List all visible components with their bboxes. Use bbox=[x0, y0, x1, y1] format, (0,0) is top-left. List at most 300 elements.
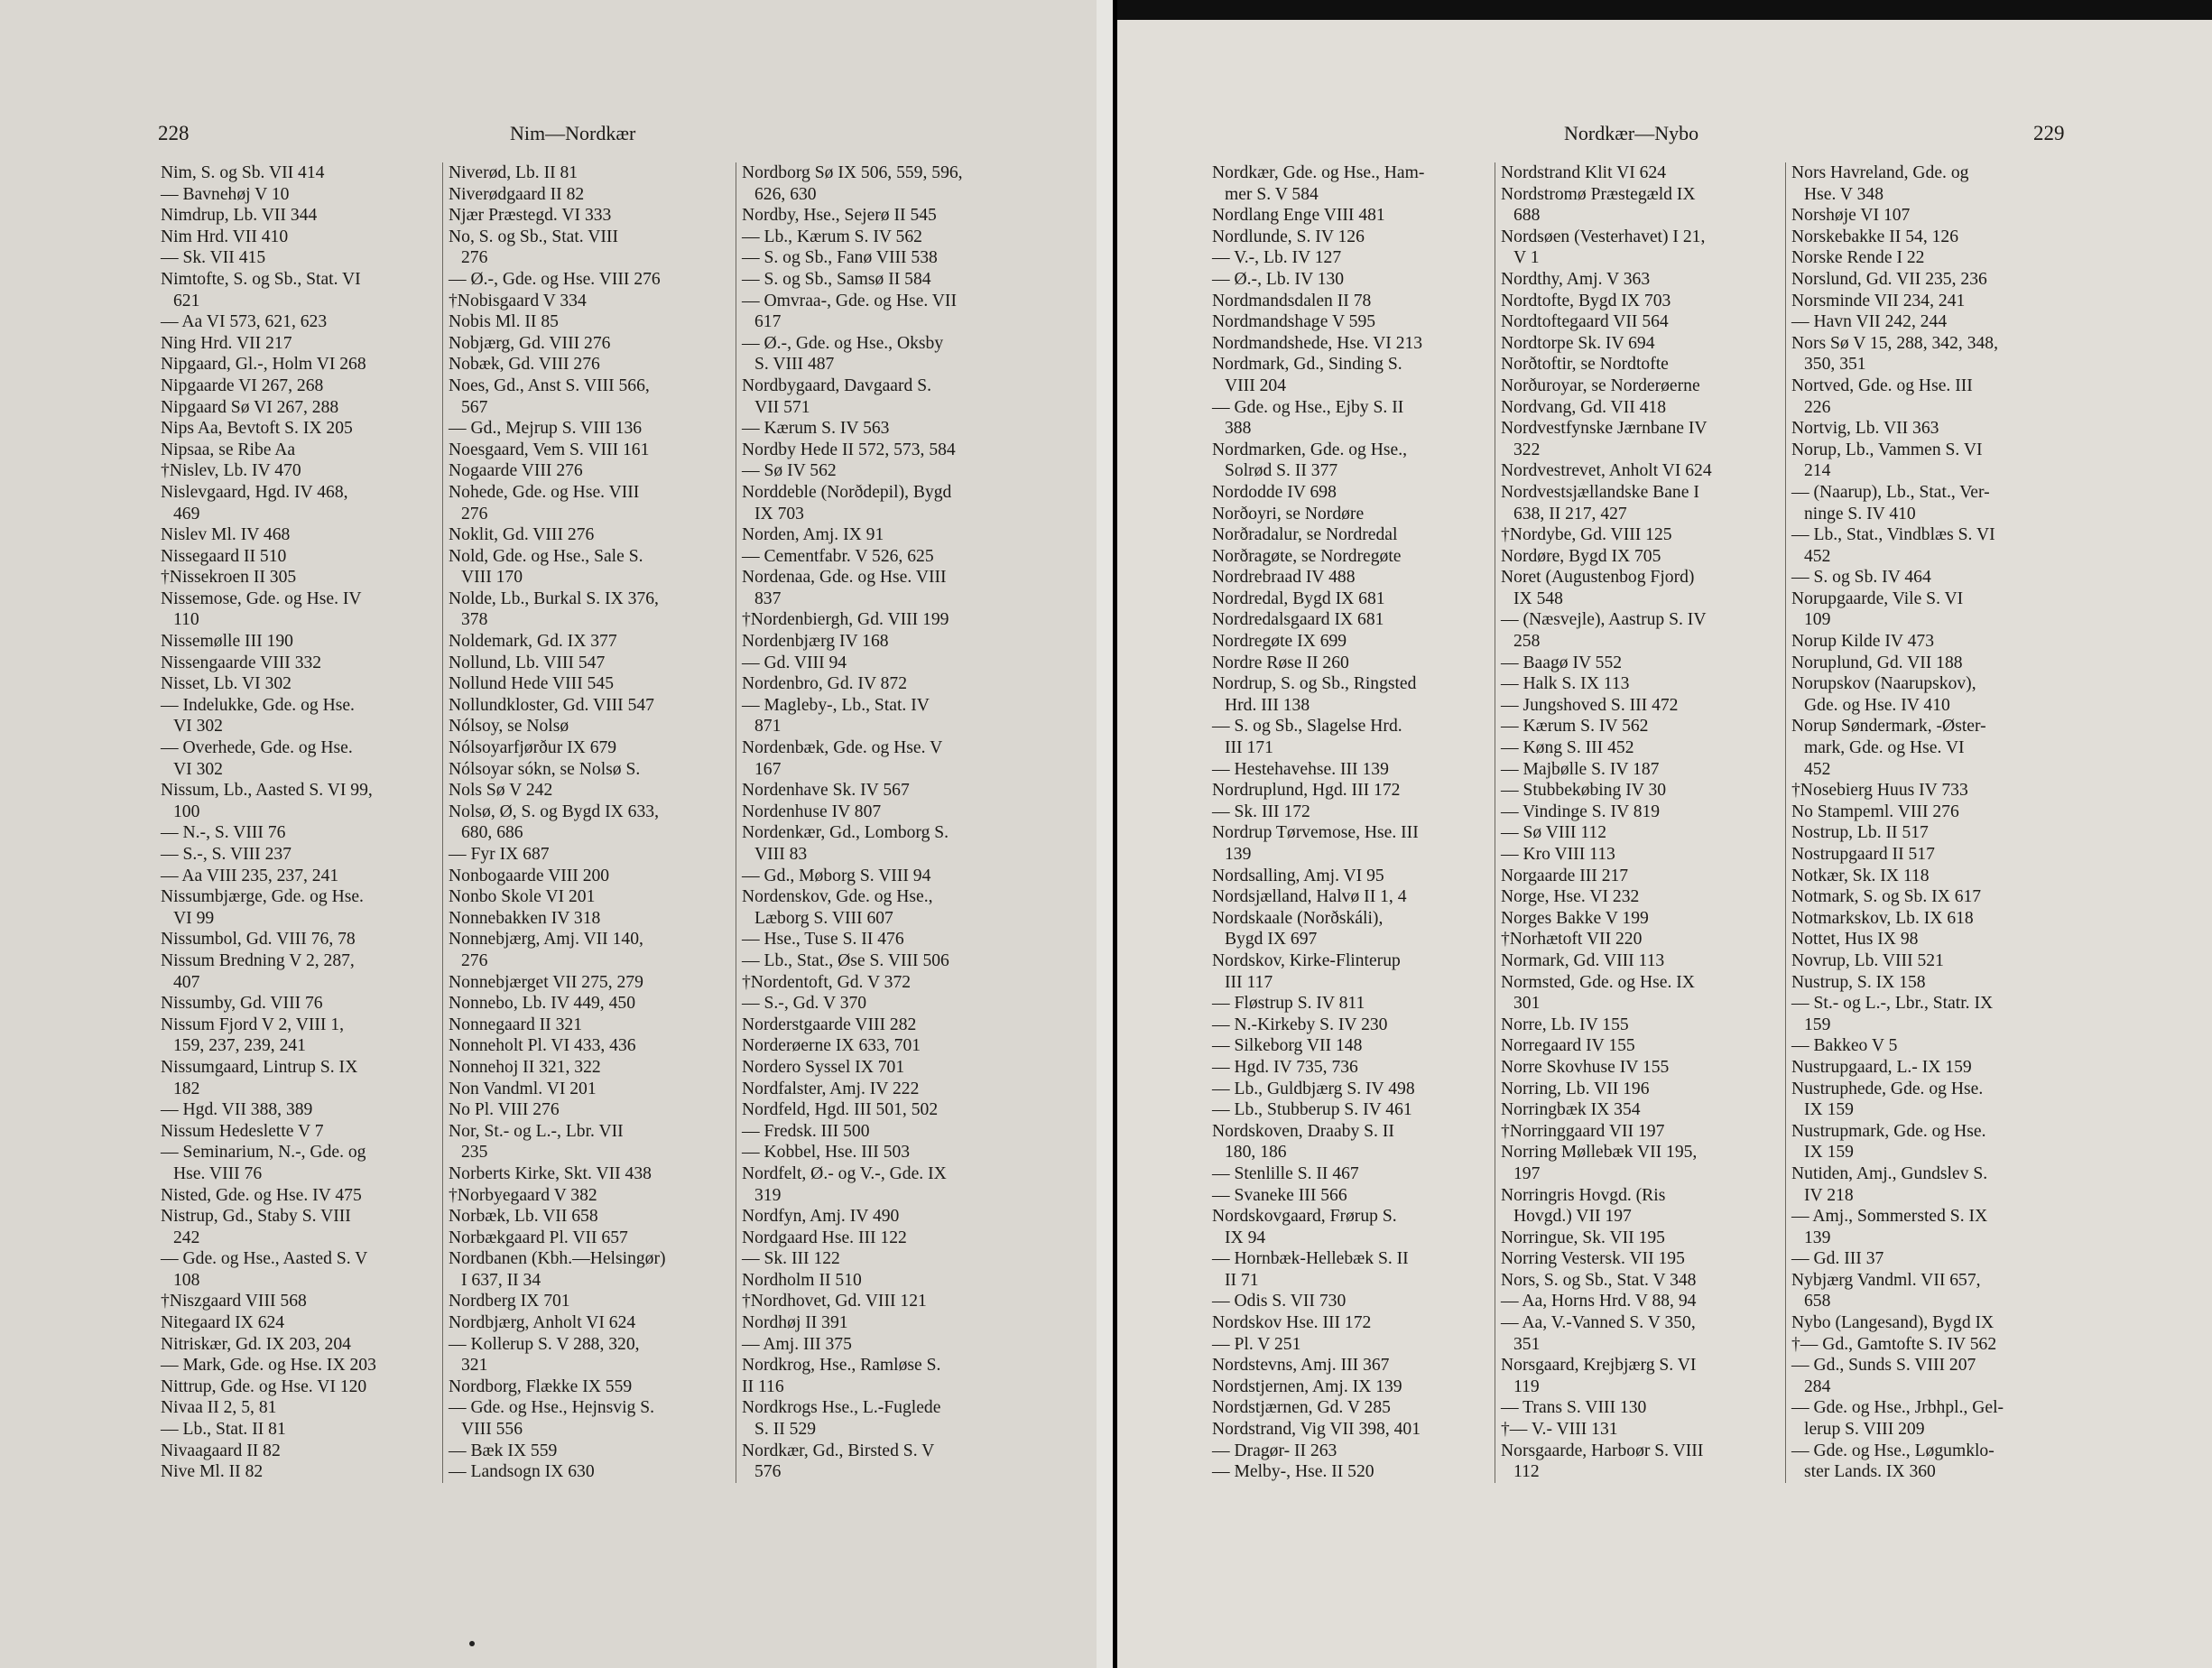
index-column-1 bbox=[1212, 162, 1483, 1483]
index-entry: Nordtorpe Sk. IV 694 bbox=[1501, 333, 1655, 353]
index-entry: — Halk S. IX 113 bbox=[1501, 674, 1630, 694]
index-entry: Nols Sø V 242 bbox=[449, 781, 553, 801]
index-entry: Hse. VIII 76 bbox=[173, 1163, 263, 1183]
index-entry: II 71 bbox=[1225, 1270, 1259, 1290]
index-entry: — Kro VIII 113 bbox=[1501, 845, 1615, 864]
index-entry: lerup S. VIII 209 bbox=[1804, 1420, 1925, 1440]
index-entry: Hovgd.) VII 197 bbox=[1513, 1207, 1632, 1227]
index-entry: Nonnebjærg, Amj. VII 140, bbox=[449, 930, 643, 950]
index-entry: — Cementfabr. V 526, 625 bbox=[742, 546, 934, 566]
index-entry: — Sk. VII 415 bbox=[161, 248, 266, 268]
index-entry: 301 bbox=[1513, 994, 1541, 1014]
index-entry: Nólsoyarfjørður IX 679 bbox=[449, 738, 617, 758]
running-head: Nim—Nordkær bbox=[510, 122, 636, 144]
index-entry: IX 159 bbox=[1804, 1143, 1854, 1163]
index-entry: Nordlunde, S. IV 126 bbox=[1212, 227, 1365, 246]
index-entry: Norsgaard, Krejbjærg S. VI bbox=[1501, 1356, 1697, 1376]
index-entry: Nordskov Hse. III 172 bbox=[1212, 1313, 1372, 1333]
index-entry: Nordhøj II 391 bbox=[742, 1313, 848, 1333]
index-entry: — Sø IV 562 bbox=[742, 461, 837, 481]
index-entry: — Fredsk. III 500 bbox=[742, 1121, 870, 1141]
index-entry: Nordthy, Amj. V 363 bbox=[1501, 269, 1651, 289]
index-entry: VIII 170 bbox=[461, 568, 523, 588]
index-entry: Nutiden, Amj., Gundslev S. bbox=[1791, 1163, 1988, 1183]
index-entry: 388 bbox=[1225, 419, 1252, 439]
index-entry: Nipgaarde VI 267, 268 bbox=[161, 375, 324, 395]
index-entry: Nordstrand Klit VI 624 bbox=[1501, 163, 1667, 182]
index-entry: — Hgd. VII 388, 389 bbox=[161, 1100, 313, 1120]
page-number: 228 bbox=[158, 122, 190, 144]
index-entry: 871 bbox=[754, 717, 782, 737]
index-entry: — Hgd. IV 735, 736 bbox=[1212, 1057, 1358, 1077]
index-entry: — Seminarium, N.-, Gde. og bbox=[161, 1143, 366, 1163]
index-entry: — Gde. og Hse., Ejby S. II bbox=[1212, 397, 1404, 417]
index-entry: Nordtofte, Bygd IX 703 bbox=[1501, 291, 1671, 310]
index-entry: Norðuroyar, se Norderøerne bbox=[1501, 375, 1700, 395]
index-column-3 bbox=[1785, 162, 2078, 1483]
index-entry: Nor, St.- og L.-, Lbr. VII bbox=[449, 1121, 624, 1141]
index-entry: No Pl. VIII 276 bbox=[449, 1100, 560, 1120]
index-entry: — Fyr IX 687 bbox=[449, 845, 550, 864]
index-entry: Nordkrog, Hse., Ramløse S. bbox=[742, 1356, 941, 1376]
index-entry: Noruplund, Gd. VII 188 bbox=[1791, 653, 1963, 672]
index-entry: — Lb., Kærum S. IV 562 bbox=[742, 227, 922, 246]
index-entry: Nordmandshede, Hse. VI 213 bbox=[1212, 333, 1423, 353]
left-page bbox=[0, 0, 1097, 1668]
index-entry: Nybo (Langesand), Bygd IX bbox=[1791, 1313, 1995, 1333]
index-entry: Nordvang, Gd. VII 418 bbox=[1501, 397, 1667, 417]
index-entry: 276 bbox=[461, 504, 488, 524]
index-entry: †Nordentoft, Gd. V 372 bbox=[742, 972, 912, 992]
index-entry: Niverødgaard II 82 bbox=[449, 184, 585, 204]
index-entry: Nitegaard IX 624 bbox=[161, 1313, 285, 1333]
index-entry: — Lb., Stat. II 81 bbox=[161, 1420, 286, 1440]
index-entry: — (Næsvejle), Aastrup S. IV bbox=[1501, 610, 1707, 630]
index-entry: — Gde. og Hse., Jrbhpl., Gel- bbox=[1791, 1398, 2004, 1418]
index-entry: — V.-, Lb. IV 127 bbox=[1212, 248, 1342, 268]
index-entry: 688 bbox=[1513, 206, 1541, 226]
index-entry: Nordgaard Hse. III 122 bbox=[742, 1228, 907, 1247]
scan-speck bbox=[469, 1641, 475, 1646]
index-entry: Nordstromø Præstegæld IX bbox=[1501, 184, 1696, 204]
index-entry: Norden, Amj. IX 91 bbox=[742, 525, 884, 545]
index-entry: Norupgaarde, Vile S. VI bbox=[1791, 588, 1964, 608]
index-entry: — Ø.-, Lb. IV 130 bbox=[1212, 269, 1345, 289]
index-entry: 452 bbox=[1804, 759, 1831, 779]
index-entry: — N.-, S. VIII 76 bbox=[161, 823, 286, 843]
index-entry: 197 bbox=[1513, 1163, 1541, 1183]
index-entry: Norges Bakke V 199 bbox=[1501, 908, 1649, 928]
index-entry: Nimtofte, S. og Sb., Stat. VI bbox=[161, 269, 361, 289]
index-entry: Nordkær, Gd., Birsted S. V bbox=[742, 1441, 935, 1460]
index-entry: Nordfeld, Hgd. III 501, 502 bbox=[742, 1100, 939, 1120]
index-entry: Nissum Fjord V 2, VIII 1, bbox=[161, 1015, 345, 1034]
index-entry: — Svaneke III 566 bbox=[1212, 1185, 1347, 1205]
index-entry: mer S. V 584 bbox=[1225, 184, 1319, 204]
index-entry: Nissumbjærge, Gde. og Hse. bbox=[161, 887, 364, 907]
index-entry: Nordrebraad IV 488 bbox=[1212, 568, 1356, 588]
index-entry: Non Vandml. VI 201 bbox=[449, 1079, 597, 1098]
index-entry: Norup Kilde IV 473 bbox=[1791, 632, 1935, 652]
index-entry: Norup, Lb., Vammen S. VI bbox=[1791, 440, 1983, 459]
running-head: Nordkær—Nybo bbox=[1564, 122, 1699, 144]
index-entry: Normsted, Gde. og Hse. IX bbox=[1501, 972, 1695, 992]
index-entry: — Stubbekøbing IV 30 bbox=[1501, 781, 1667, 801]
index-entry: Nordenbjærg IV 168 bbox=[742, 632, 889, 652]
index-entry: — S. og Sb., Samsø II 584 bbox=[742, 269, 931, 289]
index-entry: Norðragøte, se Nordregøte bbox=[1212, 546, 1402, 566]
index-entry: Nordenkær, Gd., Lomborg S. bbox=[742, 823, 949, 843]
index-entry: III 171 bbox=[1225, 738, 1273, 758]
index-entry: Nislev Ml. IV 468 bbox=[161, 525, 291, 545]
index-entry: Norberts Kirke, Skt. VII 438 bbox=[449, 1163, 652, 1183]
index-entry: Nips Aa, Bevtoft S. IX 205 bbox=[161, 419, 353, 439]
index-entry: Nordøre, Bygd IX 705 bbox=[1501, 546, 1661, 566]
index-entry: Noldemark, Gd. IX 377 bbox=[449, 632, 617, 652]
index-entry: †Norringgaard VII 197 bbox=[1501, 1121, 1665, 1141]
index-entry: †— V.- VIII 131 bbox=[1501, 1420, 1618, 1440]
index-entry: Ning Hrd. VII 217 bbox=[161, 333, 292, 353]
index-entry: Nitriskær, Gd. IX 203, 204 bbox=[161, 1334, 351, 1354]
index-entry: Nissumbol, Gd. VIII 76, 78 bbox=[161, 930, 356, 950]
index-entry: Nissumby, Gd. VIII 76 bbox=[161, 994, 323, 1014]
index-entry: I 637, II 34 bbox=[461, 1270, 541, 1290]
index-entry: 139 bbox=[1804, 1228, 1831, 1247]
index-entry: Norregaard IV 155 bbox=[1501, 1036, 1635, 1056]
index-entry: 110 bbox=[173, 610, 199, 630]
index-entry: — S.-, S. VIII 237 bbox=[161, 845, 292, 864]
index-entry: Nivaagaard II 82 bbox=[161, 1441, 281, 1460]
index-entry: Norringris Hovgd. (Ris bbox=[1501, 1185, 1666, 1205]
index-entry: Norup Søndermark, -Øster- bbox=[1791, 717, 1986, 737]
index-entry: Njær Præstegd. VI 333 bbox=[449, 206, 612, 226]
index-entry: Nordbanen (Kbh.—Helsingør) bbox=[449, 1249, 666, 1269]
index-entry: 182 bbox=[173, 1079, 200, 1098]
index-entry: Nonnehoj II 321, 322 bbox=[449, 1057, 601, 1077]
index-entry: Nonnegaard II 321 bbox=[449, 1015, 582, 1034]
index-entry: Norðradalur, se Nordredal bbox=[1212, 525, 1398, 545]
index-entry: — Sk. III 172 bbox=[1212, 802, 1310, 821]
index-entry: 226 bbox=[1804, 397, 1831, 417]
index-entry: Nisted, Gde. og Hse. IV 475 bbox=[161, 1185, 362, 1205]
index-entry: S. II 529 bbox=[754, 1420, 817, 1440]
index-entry: VIII 83 bbox=[754, 845, 808, 864]
index-entry: Nive Ml. II 82 bbox=[161, 1462, 264, 1482]
index-entry: — Sø VIII 112 bbox=[1501, 823, 1607, 843]
index-entry: VI 302 bbox=[173, 759, 223, 779]
index-entry: Nivaa II 2, 5, 81 bbox=[161, 1398, 277, 1418]
index-entry: Nissegaard II 510 bbox=[161, 546, 287, 566]
index-entry: Solrød S. II 377 bbox=[1225, 461, 1338, 481]
index-entry: — Kærum S. IV 562 bbox=[1501, 717, 1649, 737]
index-entry: 235 bbox=[461, 1143, 488, 1163]
index-entry: Nogaarde VIII 276 bbox=[449, 461, 583, 481]
index-entry: Nobis Ml. II 85 bbox=[449, 312, 559, 332]
index-entry: Norderøerne IX 633, 701 bbox=[742, 1036, 921, 1056]
index-entry: Nollund Hede VIII 545 bbox=[449, 674, 615, 694]
index-entry: Nustrupmark, Gde. og Hse. bbox=[1791, 1121, 1986, 1141]
index-entry: — Jungshoved S. III 472 bbox=[1501, 695, 1679, 715]
index-entry: — Bavnehøj V 10 bbox=[161, 184, 290, 204]
index-entry: Nordmark, Gd., Sinding S. bbox=[1212, 355, 1402, 375]
index-entry: — Overhede, Gde. og Hse. bbox=[161, 738, 353, 758]
index-entry: VI 302 bbox=[173, 717, 223, 737]
index-entry: — Trans S. VIII 130 bbox=[1501, 1398, 1647, 1418]
index-entry: Nislevgaard, Hgd. IV 468, bbox=[161, 482, 348, 502]
index-entry: 242 bbox=[173, 1228, 200, 1247]
index-entry: Nólsoyar sókn, se Nolsø S. bbox=[449, 759, 641, 779]
index-entry: — Dragør- II 263 bbox=[1212, 1441, 1337, 1460]
index-entry: Noret (Augustenbog Fjord) bbox=[1501, 568, 1695, 588]
index-entry: VIII 204 bbox=[1225, 375, 1287, 395]
index-entry: Læborg S. VIII 607 bbox=[754, 908, 893, 928]
index-entry: — Gde. og Hse., Løgumklo- bbox=[1791, 1441, 1995, 1460]
index-entry: IX 94 bbox=[1225, 1228, 1266, 1247]
index-entry: Nordberg IX 701 bbox=[449, 1292, 570, 1311]
index-entry: Nordmandsdalen II 78 bbox=[1212, 291, 1372, 310]
index-entry: ninge S. IV 410 bbox=[1804, 504, 1916, 524]
index-entry: Norskebakke II 54, 126 bbox=[1791, 227, 1959, 246]
index-entry: Nissum, Lb., Aasted S. VI 99, bbox=[161, 781, 373, 801]
index-entry: Nonnebo, Lb. IV 449, 450 bbox=[449, 994, 635, 1014]
index-entry: Norðoyri, se Nordøre bbox=[1212, 504, 1365, 524]
index-entry: — N.-Kirkeby S. IV 230 bbox=[1212, 1015, 1388, 1034]
index-entry: Nólsoy, se Nolsø bbox=[449, 717, 569, 737]
index-entry: — Sk. III 122 bbox=[742, 1249, 840, 1269]
index-entry: Nordenbro, Gd. IV 872 bbox=[742, 674, 908, 694]
index-entry: 469 bbox=[173, 504, 200, 524]
index-entry: Nordsalling, Amj. VI 95 bbox=[1212, 866, 1384, 885]
index-entry: Nordskaale (Norðskáli), bbox=[1212, 908, 1384, 928]
index-entry: 108 bbox=[173, 1270, 200, 1290]
index-entry: — Køng S. III 452 bbox=[1501, 738, 1634, 758]
index-entry: — S. og Sb., Slagelse Hrd. bbox=[1212, 717, 1402, 737]
index-entry: Normark, Gd. VIII 113 bbox=[1501, 950, 1665, 970]
index-entry: Nors, S. og Sb., Stat. V 348 bbox=[1501, 1270, 1697, 1290]
index-entry: Notmark, S. og Sb. IX 617 bbox=[1791, 887, 1982, 907]
index-entry: — S. og Sb., Fanø VIII 538 bbox=[742, 248, 938, 268]
index-entry: Nordbjærg, Anholt VI 624 bbox=[449, 1313, 636, 1333]
index-entry: Nordby Hede II 572, 573, 584 bbox=[742, 440, 956, 459]
index-entry: Nordstjærnen, Gd. V 285 bbox=[1212, 1398, 1391, 1418]
index-entry: VII 571 bbox=[754, 397, 810, 417]
index-entry: Notkær, Sk. IX 118 bbox=[1791, 866, 1930, 885]
index-entry: Nipgaard, Gl.-, Holm VI 268 bbox=[161, 355, 366, 375]
index-entry: — Odis S. VII 730 bbox=[1212, 1292, 1347, 1311]
index-entry: Norderstgaarde VIII 282 bbox=[742, 1015, 917, 1034]
index-entry: 351 bbox=[1513, 1334, 1541, 1354]
index-entry: — Mark, Gde. og Hse. IX 203 bbox=[161, 1356, 376, 1376]
index-entry: — Lb., Stat., Vindblæs S. VI bbox=[1791, 525, 1995, 545]
index-entry: — Bakkeo V 5 bbox=[1791, 1036, 1898, 1056]
index-entry: Gde. og Hse. IV 410 bbox=[1804, 695, 1950, 715]
index-entry: Nimdrup, Lb. VII 344 bbox=[161, 206, 318, 226]
index-entry: — S.-, Gd. V 370 bbox=[742, 994, 867, 1014]
index-column-2 bbox=[1495, 162, 1788, 1483]
index-entry: — Silkeborg VII 148 bbox=[1212, 1036, 1363, 1056]
index-entry: — Kærum S. IV 563 bbox=[742, 419, 890, 439]
index-entry: Norring Møllebæk VII 195, bbox=[1501, 1143, 1698, 1163]
index-entry: — Aa VI 573, 621, 623 bbox=[161, 312, 328, 332]
index-entry: — Landsogn IX 630 bbox=[449, 1462, 595, 1482]
index-entry: Nolde, Lb., Burkal S. IX 376, bbox=[449, 588, 659, 608]
index-entry: — Hse., Tuse S. II 476 bbox=[742, 930, 904, 950]
index-entry: Norring, Lb. VII 196 bbox=[1501, 1079, 1650, 1098]
index-entry: — Fløstrup S. IV 811 bbox=[1212, 994, 1365, 1014]
index-entry: †Norhætoft VII 220 bbox=[1501, 930, 1643, 950]
index-entry: Nordsjælland, Halvø II 1, 4 bbox=[1212, 887, 1407, 907]
index-entry: Nordfelt, Ø.- og V.-, Gde. IX bbox=[742, 1163, 947, 1183]
index-entry: — Aa, V.-Vanned S. V 350, bbox=[1501, 1313, 1696, 1333]
index-entry: 350, 351 bbox=[1804, 355, 1866, 375]
index-entry: Nottet, Hus IX 98 bbox=[1791, 930, 1919, 950]
index-column-3 bbox=[736, 162, 1026, 1483]
index-entry: Nordenhuse IV 807 bbox=[742, 802, 882, 821]
index-entry: 680, 686 bbox=[461, 823, 523, 843]
index-entry: IX 159 bbox=[1804, 1100, 1854, 1120]
index-entry: Nors Sø V 15, 288, 342, 348, bbox=[1791, 333, 1998, 353]
index-entry: Nordero Syssel IX 701 bbox=[742, 1057, 905, 1077]
index-entry: — Baagø IV 552 bbox=[1501, 653, 1623, 672]
index-entry: Noes, Gd., Anst S. VIII 566, bbox=[449, 375, 650, 395]
index-entry: Nissemølle III 190 bbox=[161, 632, 293, 652]
index-entry: VI 99 bbox=[173, 908, 215, 928]
index-entry: 319 bbox=[754, 1185, 782, 1205]
index-entry: Norupskov (Naarupskov), bbox=[1791, 674, 1976, 694]
index-entry: Niverød, Lb. II 81 bbox=[449, 163, 578, 182]
index-entry: — Havn VII 242, 244 bbox=[1791, 312, 1948, 332]
index-entry: IX 703 bbox=[754, 504, 804, 524]
index-entry: †Nordenbiergh, Gd. VIII 199 bbox=[742, 610, 949, 630]
index-entry: 452 bbox=[1804, 546, 1831, 566]
index-entry: Nordstjernen, Amj. IX 139 bbox=[1212, 1376, 1402, 1396]
index-entry: Nordvestfynske Jærnbane IV bbox=[1501, 419, 1708, 439]
index-entry: Nissum Bredning V 2, 287, bbox=[161, 950, 355, 970]
index-entry: — Gd. III 37 bbox=[1791, 1249, 1884, 1269]
index-entry: 617 bbox=[754, 312, 782, 332]
index-entry: — Stenlille S. II 467 bbox=[1212, 1163, 1359, 1183]
index-entry: †Nobisgaard V 334 bbox=[449, 291, 587, 310]
index-entry: — Lb., Guldbjærg S. IV 498 bbox=[1212, 1079, 1415, 1098]
index-entry: Nordsøen (Vesterhavet) I 21, bbox=[1501, 227, 1706, 246]
index-entry: Nissumgaard, Lintrup S. IX bbox=[161, 1057, 358, 1077]
index-entry: Norring Vestersk. VII 195 bbox=[1501, 1249, 1685, 1269]
index-entry: 180, 186 bbox=[1225, 1143, 1287, 1163]
index-entry: Norddeble (Norðdepil), Bygd bbox=[742, 482, 952, 502]
index-entry: †Nosebierg Huus IV 733 bbox=[1791, 781, 1968, 801]
index-entry: Nordstevns, Amj. III 367 bbox=[1212, 1356, 1390, 1376]
index-entry: 638, II 217, 427 bbox=[1513, 504, 1627, 524]
index-entry: — Gd., Sunds S. VIII 207 bbox=[1791, 1356, 1976, 1376]
index-entry: Nobjærg, Gd. VIII 276 bbox=[449, 333, 611, 353]
index-entry: — Kollerup S. V 288, 320, bbox=[449, 1334, 640, 1354]
index-entry: Nollundkloster, Gd. VIII 547 bbox=[449, 695, 654, 715]
index-entry: — Ø.-, Gde. og Hse., Oksby bbox=[742, 333, 944, 353]
index-entry: Nordmarken, Gde. og Hse., bbox=[1212, 440, 1408, 459]
index-entry: 322 bbox=[1513, 440, 1541, 459]
index-entry: Nordfalster, Amj. IV 222 bbox=[742, 1079, 920, 1098]
index-entry: Notmarkskov, Lb. IX 618 bbox=[1791, 908, 1974, 928]
index-entry: Nordborg Sø IX 506, 559, 596, bbox=[742, 163, 963, 182]
index-entry: Nordruplund, Hgd. III 172 bbox=[1212, 781, 1401, 801]
index-entry: S. VIII 487 bbox=[754, 355, 835, 375]
index-entry: Nim, S. og Sb. VII 414 bbox=[161, 163, 325, 182]
index-entry: Norslund, Gd. VII 235, 236 bbox=[1791, 269, 1987, 289]
index-entry: Nordby, Hse., Sejerø II 545 bbox=[742, 206, 937, 226]
index-entry: — Hornbæk-Hellebæk S. II bbox=[1212, 1249, 1409, 1269]
gutter bbox=[1097, 0, 1113, 1668]
index-entry: — Omvraa-, Gde. og Hse. VII bbox=[742, 291, 957, 310]
index-entry: Norsgaarde, Harboør S. VIII bbox=[1501, 1441, 1704, 1460]
index-entry: — Ø.-, Gde. og Hse. VIII 276 bbox=[449, 269, 661, 289]
index-entry: — Bæk IX 559 bbox=[449, 1441, 558, 1460]
index-entry: — Aa VIII 235, 237, 241 bbox=[161, 866, 339, 885]
index-entry: Norske Rende I 22 bbox=[1791, 248, 1925, 268]
index-entry: Nordlang Enge VIII 481 bbox=[1212, 206, 1385, 226]
index-entry: †Niszgaard VIII 568 bbox=[161, 1292, 307, 1311]
index-entry: Nostrupgaard II 517 bbox=[1791, 845, 1935, 864]
index-entry: IX 548 bbox=[1513, 588, 1563, 608]
index-entry: — Kobbel, Hse. III 503 bbox=[742, 1143, 911, 1163]
index-entry: Nordfyn, Amj. IV 490 bbox=[742, 1207, 900, 1227]
index-entry: Nold, Gde. og Hse., Sale S. bbox=[449, 546, 643, 566]
index-entry: — S. og Sb. IV 464 bbox=[1791, 568, 1931, 588]
index-entry: Nordre Røse II 260 bbox=[1212, 653, 1349, 672]
index-entry: — Lb., Stubberup S. IV 461 bbox=[1212, 1100, 1412, 1120]
index-entry: Nistrup, Gd., Staby S. VIII bbox=[161, 1207, 351, 1227]
index-entry: Nordodde IV 698 bbox=[1212, 482, 1337, 502]
index-entry: 258 bbox=[1513, 632, 1541, 652]
index-entry: VIII 556 bbox=[461, 1420, 523, 1440]
index-entry: Novrup, Lb. VIII 521 bbox=[1791, 950, 1944, 970]
index-entry: No, S. og Sb., Stat. VIII bbox=[449, 227, 618, 246]
index-entry: Nordholm II 510 bbox=[742, 1270, 862, 1290]
index-entry: 658 bbox=[1804, 1292, 1831, 1311]
index-entry: Nissengaarde VIII 332 bbox=[161, 653, 322, 672]
right-page bbox=[1117, 0, 2212, 1668]
index-entry: Nordmandshage V 595 bbox=[1212, 312, 1376, 332]
index-entry: 626, 630 bbox=[754, 184, 817, 204]
index-entry: 407 bbox=[173, 972, 200, 992]
index-entry: Nipsaa, se Ribe Aa bbox=[161, 440, 296, 459]
index-entry: 159 bbox=[1804, 1015, 1831, 1034]
index-entry: Nittrup, Gde. og Hse. VI 120 bbox=[161, 1376, 367, 1396]
index-entry: Norringbæk IX 354 bbox=[1501, 1100, 1641, 1120]
index-entry: Norringue, Sk. VII 195 bbox=[1501, 1228, 1665, 1247]
index-entry: Nonbo Skole VI 201 bbox=[449, 887, 596, 907]
index-entry: — Indelukke, Gde. og Hse. bbox=[161, 695, 355, 715]
index-entry: 621 bbox=[173, 291, 200, 310]
page-number: 229 bbox=[2033, 122, 2065, 144]
index-entry: Nonbogaarde VIII 200 bbox=[449, 866, 610, 885]
index-entry: 378 bbox=[461, 610, 488, 630]
index-entry: Norbækgaard Pl. VII 657 bbox=[449, 1228, 628, 1247]
index-entry: — Amj., Sommersted S. IX bbox=[1791, 1207, 1988, 1227]
index-entry: mark, Gde. og Hse. VI bbox=[1804, 738, 1965, 758]
index-entry: — Pl. V 251 bbox=[1212, 1334, 1301, 1354]
index-entry: Bygd IX 697 bbox=[1225, 930, 1318, 950]
index-entry: Noesgaard, Vem S. VIII 161 bbox=[449, 440, 650, 459]
index-entry: 159, 237, 239, 241 bbox=[173, 1036, 306, 1056]
index-entry: — Gde. og Hse., Hejnsvig S. bbox=[449, 1398, 655, 1418]
index-entry: Nordvestrevet, Anholt VI 624 bbox=[1501, 461, 1712, 481]
index-entry: Nordbygaard, Davgaard S. bbox=[742, 375, 932, 395]
index-entry: †Nislev, Lb. IV 470 bbox=[161, 461, 301, 481]
index-entry: ster Lands. IX 360 bbox=[1804, 1462, 1936, 1482]
index-entry: 276 bbox=[461, 950, 488, 970]
index-entry: Nollund, Lb. VIII 547 bbox=[449, 653, 606, 672]
index-entry: Norsminde VII 234, 241 bbox=[1791, 291, 1966, 310]
